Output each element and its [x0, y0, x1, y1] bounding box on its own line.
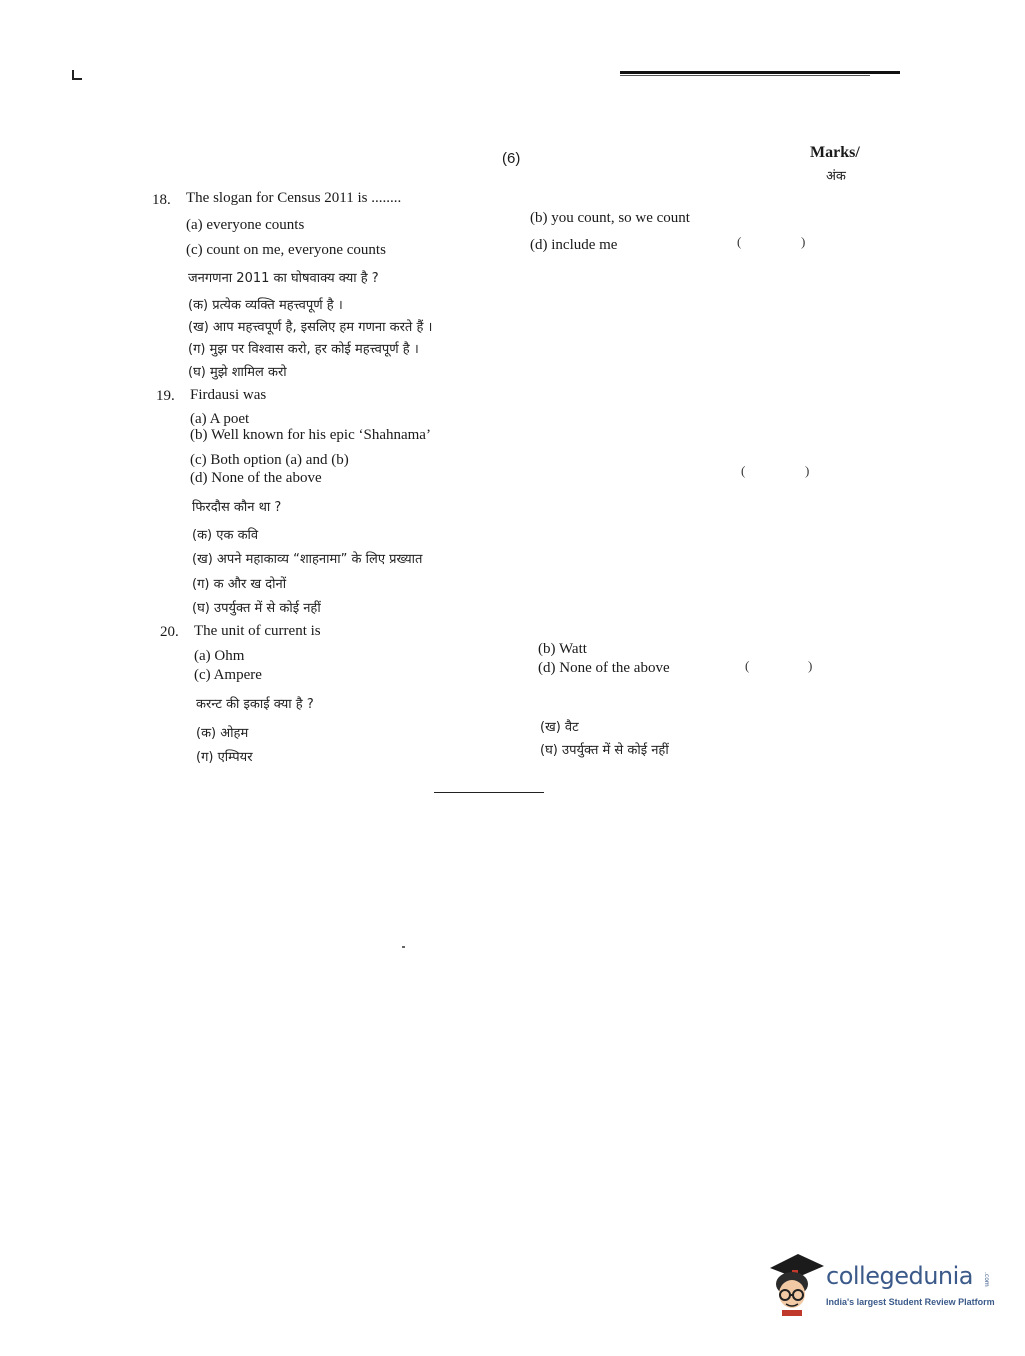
- question-text-hindi: करन्ट की इकाई क्या है ?: [196, 697, 314, 712]
- question-number: 19.: [156, 388, 175, 404]
- option-c: (c) count on me, everyone counts: [186, 242, 386, 258]
- question-text: The unit of current is: [194, 623, 321, 639]
- page-number: (6): [502, 150, 521, 167]
- brand-tagline: India's largest Student Review Platform: [826, 1297, 995, 1307]
- option-d: (d) None of the above: [538, 660, 670, 676]
- option-a: (a) Ohm: [194, 648, 245, 664]
- option-ka: (क) प्रत्येक व्यक्ति महत्त्वपूर्ण है ।: [188, 298, 343, 313]
- answer-bracket-close: ): [801, 234, 806, 249]
- option-a: (a) A poet: [190, 411, 250, 427]
- option-ga: (ग) क और ख दोनों: [192, 577, 287, 592]
- option-gha: (घ) उपर्युक्त में से कोई नहीं: [540, 743, 669, 758]
- option-gha: (घ) उपर्युक्त में से कोई नहीं: [192, 601, 321, 616]
- scan-speck: [402, 946, 405, 948]
- option-b: (b) you count, so we count: [530, 210, 690, 226]
- option-kha: (ख) अपने महाकाव्य “शाहनामा” के लिए प्रख्यात: [192, 552, 423, 567]
- answer-bracket-open: (: [737, 234, 742, 249]
- marks-heading-hindi: अंक: [826, 169, 846, 184]
- option-gha: (घ) मुझे शामिल करो: [188, 365, 287, 380]
- option-kha: (ख) आप महत्त्वपूर्ण है, इसलिए हम गणना करते हैं ।: [188, 320, 433, 335]
- corner-mark: [72, 70, 82, 80]
- answer-bracket-open: (: [745, 658, 750, 673]
- option-b: (b) Well known for his epic ‘Shahnama’: [190, 427, 431, 443]
- option-kha: (ख) वैट: [540, 720, 579, 735]
- answer-bracket-open: (: [741, 463, 746, 478]
- end-of-page-rule: [434, 792, 544, 793]
- option-a: (a) everyone counts: [186, 217, 305, 233]
- option-ka: (क) एक कवि: [192, 528, 259, 543]
- option-c: (c) Both option (a) and (b): [190, 452, 349, 468]
- question-text: The slogan for Census 2011 is ........: [186, 190, 402, 206]
- option-ga: (ग) मुझ पर विश्वास करो, हर कोई महत्त्वपूर्ण है ।: [188, 342, 419, 357]
- question-number: 20.: [160, 624, 179, 640]
- option-ga: (ग) एम्पियर: [196, 750, 253, 765]
- answer-bracket-close: ): [808, 658, 813, 673]
- question-text-hindi: फिरदौस कौन था ?: [192, 500, 282, 515]
- graduate-mascot-icon: [766, 1250, 826, 1320]
- option-c: (c) Ampere: [194, 667, 262, 683]
- question-text-hindi: जनगणना 2011 का घोषवाक्य क्या है ?: [188, 271, 379, 286]
- option-d: (d) include me: [530, 237, 618, 253]
- brand-name: collegedunia: [826, 1262, 974, 1290]
- question-text: Firdausi was: [190, 387, 267, 403]
- top-rule: [620, 71, 900, 74]
- brand-domain-suffix: .com: [983, 1272, 990, 1287]
- marks-heading: Marks/: [810, 144, 860, 161]
- option-ka: (क) ओहम: [196, 726, 249, 741]
- option-b: (b) Watt: [538, 641, 587, 657]
- option-d: (d) None of the above: [190, 470, 322, 486]
- question-number: 18.: [152, 192, 171, 208]
- answer-bracket-close: ): [805, 463, 810, 478]
- top-rule-thin: [620, 75, 870, 76]
